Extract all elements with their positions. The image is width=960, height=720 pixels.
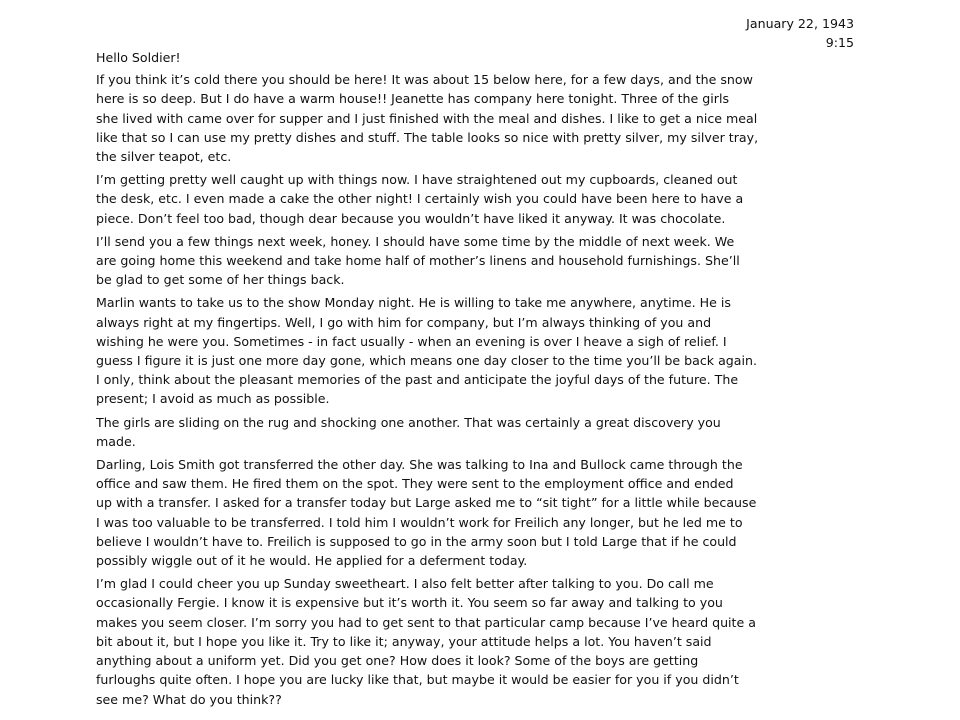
paragraph-7 — [96, 574, 871, 708]
text-line: wishing he were you. Sometimes - in fact usually - when an evening is over I heave a sigh of relief. I — [96, 333, 727, 349]
text-line: made. — [96, 433, 136, 449]
text-line: guess I figure it is just one more day gone, which means one day closer to the time you’ll be back again. — [96, 353, 757, 369]
text-line: occasionally Fergie. I know it is expensive but it’s worth it. You seem so far away and talking to you — [96, 595, 723, 611]
text-line: see me? What do you think?? — [96, 691, 282, 707]
text-line: office and saw them. He fired them on the spot. They were sent to the employment office and ended — [96, 476, 734, 492]
text-line: I was too valuable to be transferred. I told him I wouldn’t work for Freilich any longer, but he led me to — [96, 514, 743, 530]
text-line: If you think it’s cold there you should be here! It was about 15 below here, for a few days, and the snow — [96, 72, 753, 88]
letter-time: 9:15 — [825, 35, 854, 50]
text-line: she lived with came over for supper and I just finished with the meal and dishes. I like to get a nice meal — [96, 110, 758, 126]
text-line: I’ll send you a few things next week, honey. I should have some time by the middle of next week. We — [96, 233, 735, 249]
text-line: always right at my fingertips. Well, I go with him for company, but I’m always thinking of you and — [96, 314, 712, 330]
text-line: believe I wouldn’t have to. Freilich is supposed to go in the army soon but I told Large that if he could — [96, 533, 737, 549]
text-line: The girls are sliding on the rug and shocking one another. That was certainly a great discovery you — [96, 414, 721, 430]
text-line: are going home this weekend and take home half of mother’s linens and household furnishings. She’ll — [96, 253, 740, 269]
paragraph-6 — [96, 455, 871, 570]
paragraph-4 — [96, 293, 871, 408]
text-line: the silver teapot, etc. — [96, 149, 232, 165]
text-line: like that so I can use my pretty dishes and stuff. The table looks so nice with pretty silver, my silver tray, — [96, 129, 759, 145]
text-line: piece. Don’t feel too bad, though dear because you wouldn’t have liked it anyway. It was chocolate. — [96, 210, 726, 226]
letter-greeting: Hello Soldier! — [96, 50, 181, 65]
paragraph-2 — [96, 170, 871, 228]
text-line: I’m glad I could cheer you up Sunday sweetheart. I also felt better after talking to you. Do call me — [96, 576, 714, 592]
text-line: up with a transfer. I asked for a transfer today but Large asked me to “sit tight” for a little while because — [96, 495, 757, 511]
text-line: I only, think about the pleasant memories of the past and anticipate the joyful days of the future. The — [96, 372, 739, 388]
text-line: Darling, Lois Smith got transferred the other day. She was talking to Ina and Bullock came through the — [96, 457, 743, 473]
paragraph-1 — [96, 70, 871, 166]
text-line: here is so deep. But I do have a warm house!! Jeanette has company here tonight. Three of the girls — [96, 91, 730, 107]
text-line: anything about a uniform yet. Did you get one? How does it look? Some of the boys are getting — [96, 653, 699, 669]
letter-header — [746, 14, 854, 52]
text-line: be glad to get some of her things back. — [96, 272, 345, 288]
text-line: I’m getting pretty well caught up with things now. I have straightened out my cupboards, cleaned out — [96, 172, 738, 188]
text-line: present; I avoid as much as possible. — [96, 391, 330, 407]
paragraph-3 — [96, 232, 871, 290]
text-line: makes you seem closer. I’m sorry you had to get sent to that particular camp because I’ve heard quite a — [96, 614, 756, 630]
text-line: bit about it, but I hope you like it. Try to like it; anyway, your attitude helps a lot. You haven’t said — [96, 633, 712, 649]
text-line: Marlin wants to take us to the show Monday night. He is willing to take me anywhere, anytime. He is — [96, 295, 731, 311]
text-line: the desk, etc. I even made a cake the other night! I certainly wish you could have been here to have a — [96, 191, 744, 207]
text-line: possibly wiggle out of it he would. He applied for a deferment today. — [96, 553, 528, 569]
text-line: furloughs quite often. I hope you are lucky like that, but maybe it would be easier for you if you didn’t — [96, 672, 739, 688]
paragraph-5 — [96, 413, 871, 451]
letter-body — [96, 48, 871, 713]
letter-date: January 22, 1943 — [746, 16, 854, 31]
